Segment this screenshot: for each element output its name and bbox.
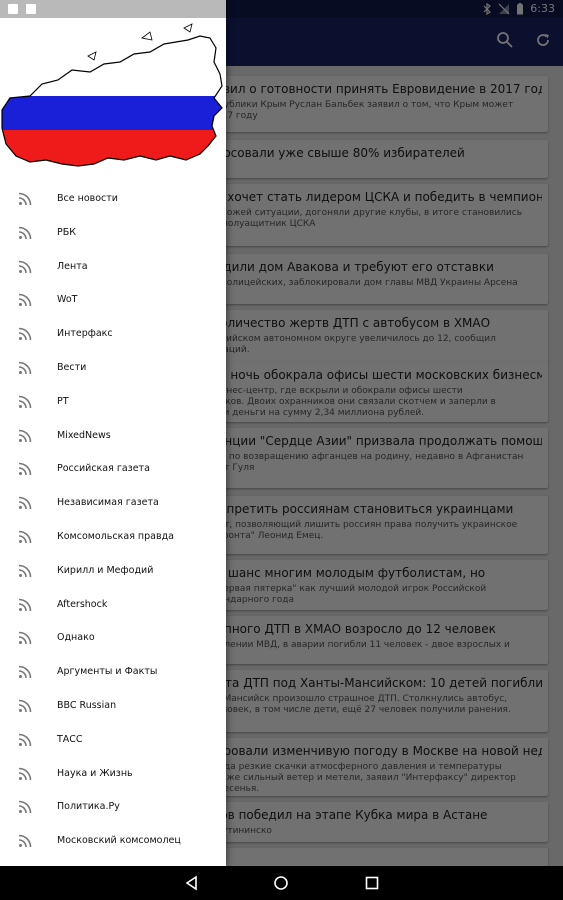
nav-item-all-news[interactable]: [0, 182, 226, 216]
rss-icon: [18, 598, 32, 612]
nav-item-label: Лента: [57, 260, 88, 272]
nav-item-km[interactable]: [0, 554, 226, 588]
rss-icon: [18, 767, 32, 781]
rss-icon: [18, 327, 32, 341]
nav-item-mk[interactable]: [0, 824, 226, 858]
home-icon[interactable]: [273, 875, 289, 891]
rss-icon: [18, 226, 32, 240]
nav-item-label: Все новости: [57, 193, 118, 204]
nav-item-odnako[interactable]: [0, 621, 226, 655]
rss-icon: [18, 530, 32, 544]
nav-item-label: Наука и Жизнь: [57, 767, 133, 779]
nav-item-aftershock[interactable]: [0, 588, 226, 622]
nav-item-aif[interactable]: [0, 655, 226, 689]
nav-item-tass[interactable]: [0, 723, 226, 757]
rss-icon: [18, 834, 32, 848]
nav-item-label: WoT: [57, 294, 78, 306]
nav-item-label: Московский комсомолец: [57, 835, 181, 847]
nav-item-lenta[interactable]: [0, 250, 226, 284]
nav-item-label: Aftershock: [57, 598, 108, 610]
russian-flag-map-image: [0, 18, 226, 178]
rss-icon: [18, 361, 32, 375]
nav-item-politika[interactable]: [0, 790, 226, 824]
notification-icon: [26, 4, 36, 14]
system-navigation-bar: [0, 866, 563, 900]
rss-icon: [18, 496, 32, 510]
nav-item-rt[interactable]: [0, 385, 226, 419]
rss-icon: [18, 429, 32, 443]
rss-icon: [18, 699, 32, 713]
nav-item-label: РТ: [57, 395, 69, 407]
nav-item-label: Интерфакс: [57, 328, 113, 340]
nav-item-bbc-russian[interactable]: [0, 689, 226, 723]
navigation-drawer: [0, 0, 226, 866]
nav-item-label: Комсомольская правда: [57, 530, 174, 542]
nav-item-label: ТАСС: [57, 733, 83, 745]
rss-icon: [18, 564, 32, 578]
recents-icon[interactable]: [364, 875, 380, 891]
nav-item-label: Аргументы и Факты: [57, 666, 158, 678]
nav-item-ng[interactable]: [0, 486, 226, 520]
rss-icon: [18, 631, 32, 645]
nav-item-label: РБК: [57, 226, 76, 238]
rss-icon: [18, 800, 32, 814]
nav-item-rg[interactable]: [0, 452, 226, 486]
nav-item-label: Вести: [57, 361, 87, 373]
nav-item-label: MixedNews: [57, 429, 111, 441]
rss-icon: [18, 395, 32, 409]
rss-icon: [18, 260, 32, 274]
nav-item-label: Однако: [57, 632, 95, 644]
drawer-status-bar: [0, 0, 226, 18]
nav-item-label: Российская газета: [57, 463, 150, 475]
drawer-header: [0, 18, 226, 178]
rss-icon: [18, 733, 32, 747]
nav-item-nauka[interactable]: [0, 757, 226, 791]
rss-icon: [18, 192, 32, 206]
nav-item-label: Политика.Ру: [57, 801, 120, 813]
rss-icon: [18, 462, 32, 476]
nav-item-vesti[interactable]: [0, 351, 226, 385]
source-list: [0, 182, 226, 858]
nav-item-label: BBC Russian: [57, 699, 117, 711]
nav-item-rbc[interactable]: [0, 216, 226, 250]
nav-item-label: Независимая газета: [57, 497, 159, 509]
rss-icon: [18, 665, 32, 679]
back-icon[interactable]: [184, 875, 200, 891]
notification-icon: [8, 4, 18, 14]
nav-item-label: Кирилл и Мефодий: [57, 564, 154, 576]
nav-item-kp[interactable]: [0, 520, 226, 554]
nav-item-mixednews[interactable]: [0, 419, 226, 453]
nav-item-interfax[interactable]: [0, 317, 226, 351]
rss-icon: [18, 293, 32, 307]
nav-item-wot[interactable]: [0, 283, 226, 317]
